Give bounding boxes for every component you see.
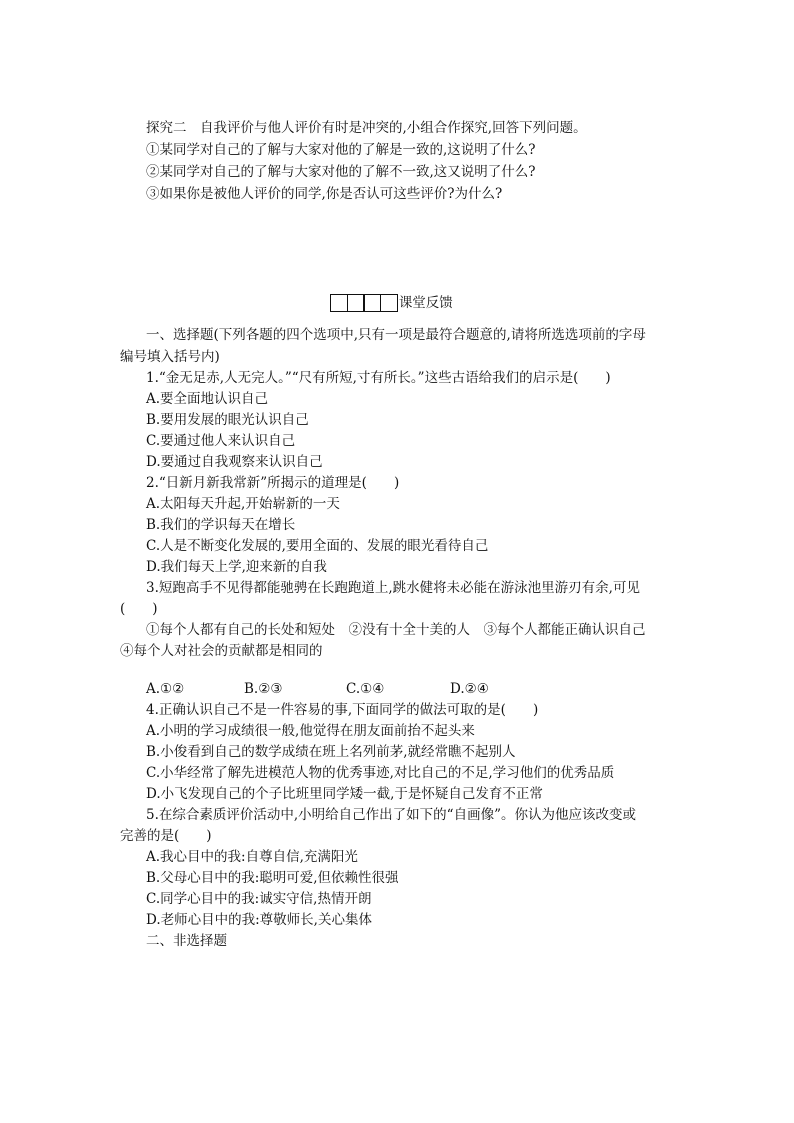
q1-option-a: A.要全面地认识自己	[146, 391, 269, 407]
section1-intro: 一、选择题(下列各题的四个选项中,只有一项是最符合题意的,请将所选选项前的字母	[146, 327, 646, 343]
q5-option-d: D.老师心目中的我:尊敬师长,关心集体	[146, 912, 372, 928]
q2-option-d: D.我们每天上学,迎来新的自我	[146, 559, 327, 575]
inquiry-question-2: ②某同学对自己的了解与大家对他的了解不一致,这又说明了什么?	[146, 164, 536, 180]
q3-statements-cont: ④每个人对社会的贡献都是相同的	[120, 643, 323, 659]
q2-stem: 2.“日新月新我常新”所揭示的道理是( )	[146, 475, 400, 491]
q5-option-b: B.父母心目中的我:聪明可爱,但依赖性很强	[146, 870, 399, 886]
q2-option-b: B.我们的学识每天在增长	[146, 517, 296, 533]
inquiry-question-1: ①某同学对自己的了解与大家对他的了解是一致的,这说明了什么?	[146, 142, 536, 158]
q1-option-c: C.要通过他人来认识自己	[146, 433, 296, 449]
q4-option-d: D.小飞发现自己的个子比班里同学矮一截,于是怀疑自己发育不正常	[146, 786, 543, 802]
q3-stem: 3.短跑高手不见得都能驰骋在长跑跑道上,跳水健将未必能在游泳池里游刃有余,可见	[146, 580, 640, 596]
q2-option-a: A.太阳每天升起,开始崭新的一天	[146, 496, 340, 512]
q1-option-b: B.要用发展的眼光认识自己	[146, 412, 309, 428]
q3-options	[146, 679, 546, 699]
q3-statements: ①每个人都有自己的长处和短处 ②没有十全十美的人 ③每个人都能正确认识自己	[146, 622, 646, 638]
section1-intro-cont: 编号填入括号内)	[120, 349, 220, 365]
section2-title: 二、非选择题	[146, 933, 227, 949]
q3-stem-cont: ( )	[120, 601, 158, 617]
q1-stem: 1.“金无足赤,人无完人。”“尺有所短,寸有所长。”这些古语给我们的启示是( )	[146, 370, 611, 386]
header-box	[330, 294, 348, 312]
q3-option-c: C.①④	[346, 681, 385, 697]
q5-option-c: C.同学心目中的我:诚实守信,热情开朗	[146, 891, 372, 907]
q3-option-a: A.①②	[146, 681, 185, 697]
inquiry-question-3: ③如果你是被他人评价的同学,你是否认可这些评价?为什么?	[146, 186, 503, 202]
q5-option-a: A.我心目中的我:自尊自信,充满阳光	[146, 849, 358, 865]
q5-stem-cont: 完善的是( )	[120, 828, 212, 844]
q1-option-d: D.要通过自我观察来认识自己	[146, 454, 323, 470]
inquiry-title: 探究二 自我评价与他人评价有时是冲突的,小组合作探究,回答下列问题。	[146, 120, 587, 136]
q3-option-d: D.②④	[450, 681, 489, 697]
header-box	[347, 294, 365, 312]
feedback-title: 课堂反馈	[398, 295, 453, 311]
q2-option-c: C.人是不断变化发展的,要用全面的、发展的眼光看待自己	[146, 538, 489, 554]
q5-stem: 5.在综合素质评价活动中,小明给自己作出了如下的“自画像”。你认为他应该改变或	[146, 807, 636, 823]
q4-stem: 4.正确认识自己不是一件容易的事,下面同学的做法可取的是( )	[146, 702, 539, 718]
q4-option-b: B.小俊看到自己的数学成绩在班上名列前茅,就经常瞧不起别人	[146, 744, 516, 760]
header-decoration-boxes	[330, 294, 397, 312]
q4-option-c: C.小华经常了解先进模范人物的优秀事迹,对比自己的不足,学习他们的优秀品质	[146, 765, 615, 781]
feedback-section-header	[330, 292, 453, 314]
header-box	[363, 294, 381, 312]
header-box	[380, 294, 398, 312]
q3-option-b: B.②③	[244, 681, 283, 697]
q4-option-a: A.小明的学习成绩很一般,他觉得在朋友面前抬不起头来	[146, 723, 475, 739]
